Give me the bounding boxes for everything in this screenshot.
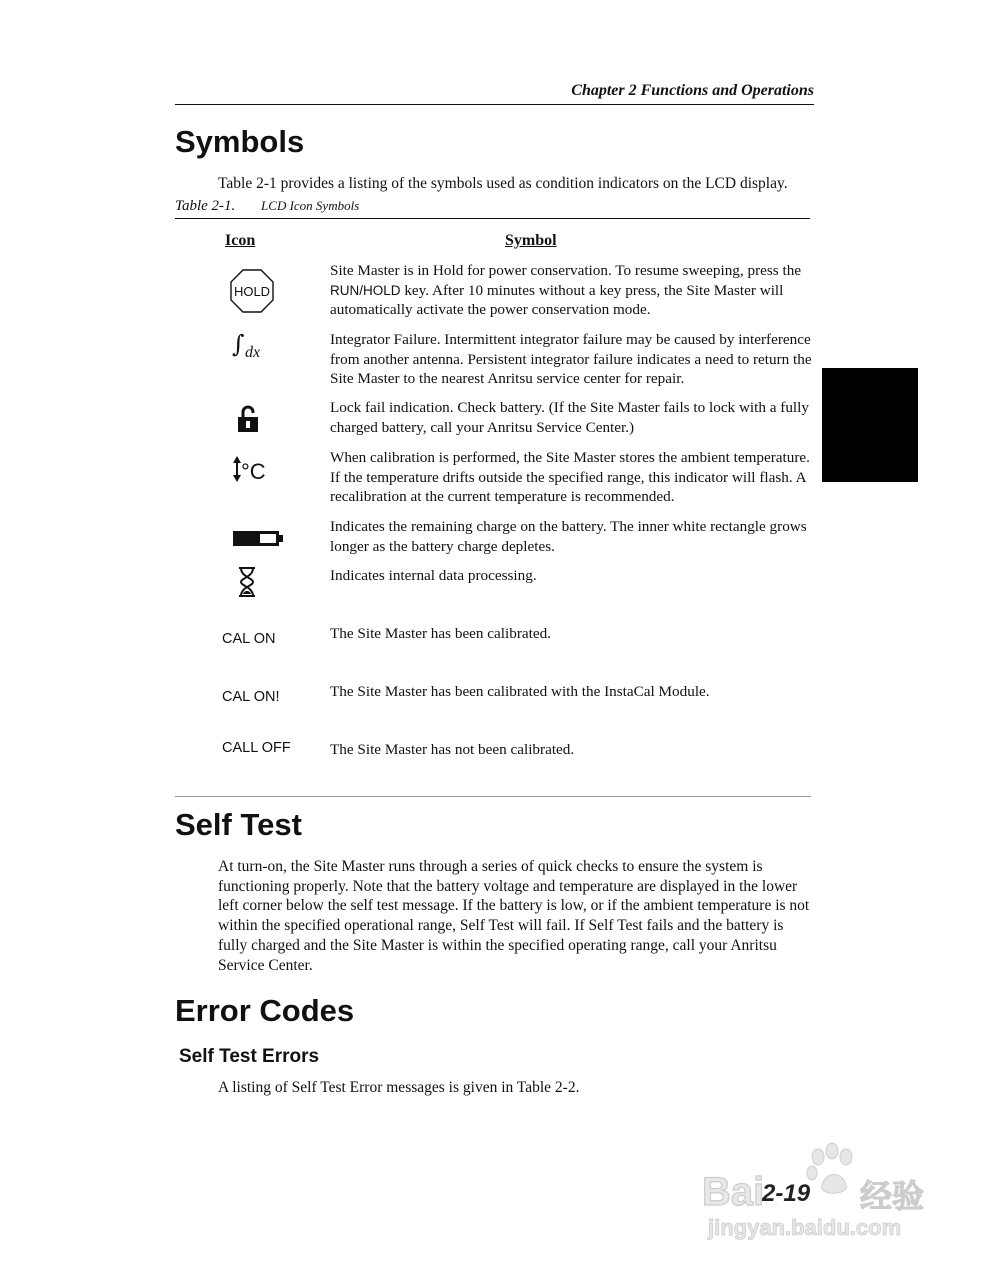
cal-on-label: CAL ON (222, 631, 276, 647)
run-hold-key: RUN/HOLD (330, 282, 401, 298)
symbols-heading: Symbols (175, 124, 305, 159)
temperature-icon (232, 455, 272, 485)
self-test-heading: Self Test (175, 807, 302, 842)
hold-desc-post: key. After 10 minutes without a key press, the Site Master will automatically activate the power conservation mode. (330, 281, 784, 319)
integrator-icon (230, 330, 270, 362)
cal-on-instacal-label: CAL ON! (222, 689, 280, 705)
chapter-header: Chapter 2 Functions and Operations (175, 82, 814, 105)
symbols-intro: Table 2-1 provides a listing of the symbols used as condition indicators on the LCD display. (218, 175, 788, 192)
symbol-desc-hold (330, 261, 814, 320)
battery-icon (232, 529, 286, 549)
lock-icon (235, 404, 261, 434)
hourglass-icon (236, 566, 258, 598)
hold-desc-pre: Site Master is in Hold for power conservation. To resume sweeping, press the (330, 262, 802, 279)
section-divider (175, 796, 811, 797)
symbol-desc-cal-on: The Site Master has been calibrated. (330, 625, 551, 642)
table-caption-label: Table 2-1. (175, 198, 236, 214)
column-header-icon: Icon (225, 232, 256, 249)
error-codes-heading: Error Codes (175, 993, 355, 1028)
cal-off-label: CALL OFF (222, 740, 291, 756)
hold-icon-text: HOLD (233, 284, 271, 299)
symbol-desc-lock: Lock fail indication. Check battery. (If the Site Master fails to lock with a fully charged battery, call your Anritsu Service Center.) (330, 399, 809, 436)
symbol-desc-cal-off: The Site Master has not been calibrated. (330, 741, 575, 758)
temperature-icon-text: °C (241, 459, 266, 484)
hold-octagon-icon (229, 268, 275, 314)
symbol-desc-battery: Indicates the remaining charge on the battery. The inner white rectangle grows longer as the battery charge depletes. (330, 518, 807, 555)
table-caption-title: LCD Icon Symbols (261, 198, 360, 213)
symbol-desc-integrator: Integrator Failure. Intermittent integrator failure may be caused by interference from another antenna. Persistent integrator failure indicates a need to return the Site Master to the nearest Anritsu service center for repair. (330, 331, 812, 388)
table-caption (175, 198, 810, 219)
watermark-url: jingyan.baidu.com (708, 1215, 902, 1240)
symbol-desc-temperature: When calibration is performed, the Site Master stores the ambient temperature. If the temperature drifts outside the specified range, this indicator will flash. A recalibration at the current temperature is recommended. (330, 449, 810, 506)
integrator-icon-text: dx (245, 344, 261, 361)
watermark-brand-1: Bai (702, 1170, 765, 1214)
error-codes-body: A listing of Self Test Error messages is given in Table 2-2. (218, 1079, 580, 1096)
symbol-desc-cal-on-instacal: The Site Master has been calibrated with the InstaCal Module. (330, 683, 710, 700)
svg-text:∫: ∫ (232, 330, 245, 358)
watermark-cn: 经验 (860, 1177, 925, 1215)
symbol-desc-processing: Indicates internal data processing. (330, 567, 537, 584)
column-header-symbol: Symbol (505, 232, 557, 249)
page-number: 2-19 (762, 1180, 811, 1207)
baidu-watermark (700, 1135, 940, 1245)
chapter-thumb-tab (822, 368, 918, 482)
self-test-body: At turn-on, the Site Master runs through a series of quick checks to ensure the system is functioning properly. Note that the battery voltage and temperature are displayed in the lower left corner below the self test message. If the battery is low, or if the ambient temperature is not within the specified operational range, Self Test will fail. If Self Test fails and the battery is fully charged and the Site Master is within the specified operating range, call your Anritsu Service Center. (218, 858, 810, 974)
self-test-errors-heading: Self Test Errors (179, 1046, 320, 1067)
